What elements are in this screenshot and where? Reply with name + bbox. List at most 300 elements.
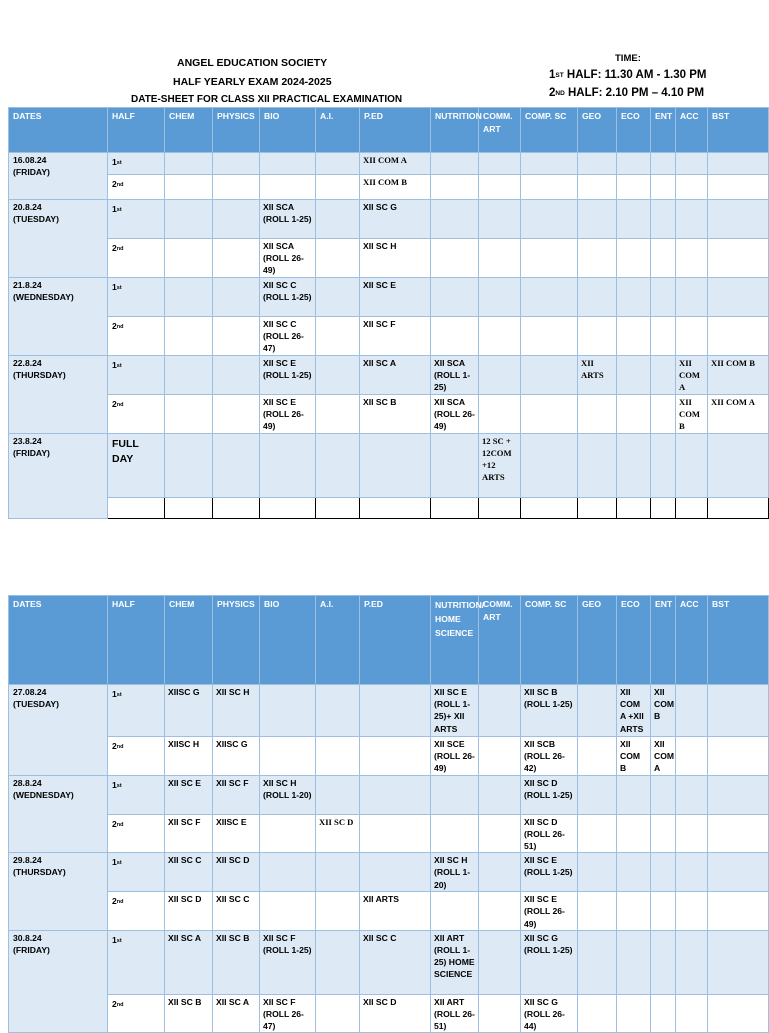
cell-geo xyxy=(578,853,617,892)
cell-comm-art xyxy=(479,394,521,433)
cell-comp-sc: XII SCB (ROLL 26-42) xyxy=(521,737,578,776)
second-half-sup: ND xyxy=(555,90,565,97)
cell-nutrition xyxy=(431,175,479,200)
half-cell xyxy=(108,355,165,394)
half-sup: st xyxy=(116,782,122,789)
cell-ent xyxy=(651,394,676,433)
cell-comp-sc xyxy=(521,433,578,497)
table-row xyxy=(9,685,769,737)
cell-ped xyxy=(360,433,431,497)
cell-geo xyxy=(578,775,617,814)
col-header-physics: PHYSICS xyxy=(213,596,260,685)
cell-physics: XII SC D xyxy=(213,853,260,892)
date-cell xyxy=(9,775,108,853)
cell-eco xyxy=(617,153,651,175)
cell-geo xyxy=(578,685,617,737)
date-cell xyxy=(9,153,108,200)
cell-physics xyxy=(213,497,260,518)
cell-ped: XII SC F xyxy=(360,316,431,355)
cell-comm-art xyxy=(479,277,521,316)
cell-acc xyxy=(676,994,708,1033)
col-header-geo: GEO xyxy=(578,596,617,685)
cell-ent xyxy=(651,930,676,994)
cell-eco xyxy=(617,853,651,892)
date-text: 29.8.24 xyxy=(13,855,42,866)
date-text: 30.8.24 xyxy=(13,932,42,943)
half-sup: st xyxy=(116,207,122,213)
cell-bio: XII SC H (ROLL 1-20) xyxy=(260,775,316,814)
cell-nutrition: XII SC H (ROLL 1-20) xyxy=(431,853,479,892)
cell-bst xyxy=(708,930,769,994)
cell-comp-sc: XII SC E (ROLL 1-25) xyxy=(521,853,578,892)
cell-ai xyxy=(316,239,360,278)
cell-acc xyxy=(676,316,708,355)
cell-ent xyxy=(651,497,676,518)
cell-nutrition xyxy=(431,153,479,175)
half-sup: nd xyxy=(116,744,124,750)
cell-geo xyxy=(578,930,617,994)
col-header-ped: P.ED xyxy=(360,596,431,685)
half-sup: st xyxy=(116,160,122,166)
half-sup: nd xyxy=(116,323,124,330)
day-text: (WEDNESDAY) xyxy=(13,291,74,302)
col-header-bio: BIO xyxy=(260,596,316,685)
half-cell xyxy=(108,200,165,239)
cell-acc xyxy=(676,277,708,316)
table-row xyxy=(9,994,769,1033)
table-row xyxy=(9,200,769,239)
cell-chem xyxy=(165,239,213,278)
cell-ent xyxy=(651,892,676,931)
half-cell xyxy=(108,930,165,994)
cell-bst xyxy=(708,153,769,175)
half-cell xyxy=(108,775,165,814)
cell-bio xyxy=(260,497,316,518)
col-header-comm-art: COMM. ART xyxy=(479,108,521,153)
date-text: 27.08.24 xyxy=(13,687,47,697)
cell-comm-art xyxy=(479,737,521,776)
cell-chem: XIISC G xyxy=(165,685,213,737)
table-row xyxy=(9,497,769,518)
date-text: 22.8.24 xyxy=(13,357,42,368)
first-half-sup: ST xyxy=(555,72,564,79)
cell-eco xyxy=(617,200,651,239)
cell-comm-art xyxy=(479,853,521,892)
cell-comp-sc xyxy=(521,239,578,278)
cell-nutrition: XII ART (ROLL 26-51) xyxy=(431,994,479,1033)
col-header-eco: ECO xyxy=(617,596,651,685)
cell-geo xyxy=(578,433,617,497)
cell-eco xyxy=(617,433,651,497)
cell-eco xyxy=(617,394,651,433)
cell-comm-art xyxy=(479,355,521,394)
half-num: 1 xyxy=(112,857,117,868)
half-num: 1 xyxy=(112,157,117,167)
cell-ent xyxy=(651,277,676,316)
cell-ped xyxy=(360,853,431,892)
cell-eco xyxy=(617,814,651,853)
half-cell xyxy=(108,994,165,1033)
cell-acc: XII COM B xyxy=(676,394,708,433)
table-row xyxy=(9,239,769,278)
cell-bio: XII SCA (ROLL 1-25) xyxy=(260,200,316,239)
cell-bio: XII SC C (ROLL 1-25) xyxy=(260,277,316,316)
cell-ai xyxy=(316,394,360,433)
cell-chem xyxy=(165,277,213,316)
second-half-text: HALF: 2.10 PM – 4.10 PM xyxy=(564,87,705,99)
date-text: 28.8.24 xyxy=(13,777,42,788)
cell-physics xyxy=(213,200,260,239)
table-row xyxy=(9,316,769,355)
cell-ent xyxy=(651,175,676,200)
cell-ai xyxy=(316,277,360,316)
cell-ai xyxy=(316,994,360,1033)
cell-ai xyxy=(316,775,360,814)
cell-comm-art xyxy=(479,930,521,994)
col-header-half: HALF xyxy=(108,108,165,153)
cell-bst xyxy=(708,497,769,518)
cell-comm-art xyxy=(479,239,521,278)
first-half-text: HALF: 11.30 AM - 1.30 PM xyxy=(563,69,707,81)
cell-eco xyxy=(617,497,651,518)
cell-ai xyxy=(316,433,360,497)
half-num: 2 xyxy=(112,243,117,253)
cell-geo xyxy=(578,497,617,518)
cell-nutrition xyxy=(431,239,479,278)
table-row xyxy=(9,153,769,175)
cell-ped: XII SC B xyxy=(360,394,431,433)
cell-nutrition: XII SC E (ROLL 1-25)+ XII ARTS xyxy=(431,685,479,737)
day-text: (TUESDAY) xyxy=(13,214,59,225)
cell-chem: XII SC C xyxy=(165,853,213,892)
cell-comm-art: 12 SC + 12COM +12 ARTS xyxy=(479,433,521,497)
cell-nutrition: XII SCA (ROLL 26-49) xyxy=(431,394,479,433)
cell-eco: XII COM B xyxy=(617,737,651,776)
cell-geo xyxy=(578,394,617,433)
cell-bst xyxy=(708,433,769,497)
cell-comm-art xyxy=(479,685,521,737)
cell-physics: XII SC B xyxy=(213,930,260,994)
cell-physics xyxy=(213,153,260,175)
date-text: 16.08.24 xyxy=(13,155,47,165)
half-sup: nd xyxy=(116,899,124,906)
cell-physics: XII SC F xyxy=(213,775,260,814)
half-num: 1 xyxy=(112,204,117,214)
half-sup: st xyxy=(116,937,122,944)
datesheet-title: DATE-SHEET FOR CLASS XII PRACTICAL EXAMINATION xyxy=(131,94,403,105)
cell-acc: XII COM A xyxy=(676,355,708,394)
date-cell xyxy=(9,433,108,518)
cell-physics xyxy=(213,239,260,278)
cell-eco xyxy=(617,775,651,814)
table-row xyxy=(9,277,769,316)
half-sup: nd xyxy=(116,1001,124,1008)
cell-nutrition xyxy=(431,277,479,316)
col-header-geo: GEO xyxy=(578,108,617,153)
half-num: 2 xyxy=(112,320,117,331)
cell-comm-art xyxy=(479,200,521,239)
cell-ped xyxy=(360,685,431,737)
table-row xyxy=(9,892,769,931)
cell-physics xyxy=(213,355,260,394)
datesheet-table-2 xyxy=(8,595,769,1033)
cell-bio xyxy=(260,814,316,853)
cell-acc xyxy=(676,737,708,776)
cell-geo xyxy=(578,814,617,853)
cell-nutrition: XII SCA (ROLL 1-25) xyxy=(431,355,479,394)
half-sup: st xyxy=(116,692,122,698)
day-text: (WEDNESDAY) xyxy=(13,789,74,800)
cell-chem xyxy=(165,175,213,200)
cell-acc xyxy=(676,775,708,814)
col-header-acc: ACC xyxy=(676,108,708,153)
cell-nutrition xyxy=(431,892,479,931)
cell-geo xyxy=(578,277,617,316)
cell-chem xyxy=(165,497,213,518)
cell-ai xyxy=(316,892,360,931)
table-header-row xyxy=(9,596,769,685)
half-num: 1 xyxy=(112,359,117,370)
cell-comm-art xyxy=(479,316,521,355)
cell-physics: XII SC C xyxy=(213,892,260,931)
half-cell xyxy=(108,239,165,278)
half-num: 1 xyxy=(112,689,117,699)
cell-nutrition: XII ART (ROLL 1-25) HOME SCIENCE xyxy=(431,930,479,994)
cell-comm-art xyxy=(479,497,521,518)
col-header-nutrition: NUTRITION xyxy=(431,108,479,153)
cell-chem xyxy=(165,316,213,355)
cell-bio: XII SC E (ROLL 1-25) xyxy=(260,355,316,394)
half-cell xyxy=(108,394,165,433)
full-day-cell: FULL DAY xyxy=(108,433,165,497)
cell-ped: XII SC E xyxy=(360,277,431,316)
cell-ai xyxy=(316,853,360,892)
half-sup: nd xyxy=(116,401,124,408)
half-sup: nd xyxy=(116,821,124,828)
cell-comp-sc: XII SC D (ROLL 1-25) xyxy=(521,775,578,814)
col-header-chem: CHEM xyxy=(165,596,213,685)
cell-physics xyxy=(213,175,260,200)
cell-bst xyxy=(708,994,769,1033)
cell-acc xyxy=(676,853,708,892)
col-header-acc: ACC xyxy=(676,596,708,685)
table-row xyxy=(9,853,769,892)
col-header-eco: ECO xyxy=(617,108,651,153)
cell-ai xyxy=(316,316,360,355)
cell-comp-sc: XII SC D (ROLL 26-51) xyxy=(521,814,578,853)
cell-ai xyxy=(316,355,360,394)
cell-comp-sc xyxy=(521,153,578,175)
half-num: 2 xyxy=(112,741,117,751)
day-text: (THURSDAY) xyxy=(13,369,66,380)
cell-chem: XIISC H xyxy=(165,737,213,776)
date-cell xyxy=(9,930,108,1033)
half-num: 2 xyxy=(112,896,117,907)
cell-bst xyxy=(708,200,769,239)
cell-chem: XII SC F xyxy=(165,814,213,853)
cell-eco: XII COM A +XII ARTS xyxy=(617,685,651,737)
cell-chem: XII SC B xyxy=(165,994,213,1033)
cell-physics: XIISC G xyxy=(213,737,260,776)
cell-bst xyxy=(708,814,769,853)
col-header-chem: CHEM xyxy=(165,108,213,153)
cell-acc xyxy=(676,497,708,518)
cell-bst xyxy=(708,685,769,737)
date-cell xyxy=(9,200,108,278)
cell-comp-sc xyxy=(521,200,578,239)
cell-comp-sc xyxy=(521,355,578,394)
cell-acc xyxy=(676,814,708,853)
cell-acc xyxy=(676,239,708,278)
date-cell xyxy=(9,355,108,433)
date-text: 20.8.24 xyxy=(13,202,42,212)
cell-ped: XII SC G xyxy=(360,200,431,239)
cell-nutrition xyxy=(431,775,479,814)
cell-ent xyxy=(651,775,676,814)
cell-ai xyxy=(316,685,360,737)
col-header-physics: PHYSICS xyxy=(213,108,260,153)
cell-ped xyxy=(360,497,431,518)
cell-bio: XII SC E (ROLL 26-49) xyxy=(260,394,316,433)
cell-bst xyxy=(708,892,769,931)
cell-ped xyxy=(360,737,431,776)
cell-comp-sc xyxy=(521,497,578,518)
day-text: (FRIDAY) xyxy=(13,447,50,458)
first-half-timing xyxy=(549,69,706,81)
half-cell xyxy=(108,892,165,931)
first-half-num: 1 xyxy=(549,69,556,81)
cell-nutrition xyxy=(431,200,479,239)
cell-chem xyxy=(165,153,213,175)
society-title: ANGEL EDUCATION SOCIETY xyxy=(177,57,328,69)
half-cell xyxy=(108,737,165,776)
cell-physics: XIISC E xyxy=(213,814,260,853)
cell-ai xyxy=(316,153,360,175)
cell-eco xyxy=(617,994,651,1033)
cell-acc xyxy=(676,175,708,200)
cell-ai xyxy=(316,175,360,200)
cell-nutrition xyxy=(431,814,479,853)
table-row xyxy=(9,775,769,814)
cell-bio xyxy=(260,153,316,175)
cell-geo xyxy=(578,239,617,278)
cell-bio xyxy=(260,433,316,497)
col-header-bio: BIO xyxy=(260,108,316,153)
day-text: (TUESDAY) xyxy=(13,699,59,710)
cell-ped: XII SC H xyxy=(360,239,431,278)
cell-bio: XII SCA (ROLL 26-49) xyxy=(260,239,316,278)
cell-geo xyxy=(578,737,617,776)
col-header-dates: DATES xyxy=(9,108,108,153)
cell-comp-sc xyxy=(521,316,578,355)
cell-bst xyxy=(708,239,769,278)
second-half-num: 2 xyxy=(549,87,556,99)
half-cell xyxy=(108,814,165,853)
cell-half xyxy=(108,497,165,518)
cell-ped xyxy=(360,775,431,814)
date-cell xyxy=(9,685,108,776)
cell-bio: XII SC F (ROLL 26-47) xyxy=(260,994,316,1033)
cell-bio xyxy=(260,853,316,892)
half-sup: nd xyxy=(116,246,124,252)
cell-bst: XII COM A xyxy=(708,394,769,433)
col-header-comp-sc: COMP. SC xyxy=(521,596,578,685)
cell-ped: XII ARTS xyxy=(360,892,431,931)
date-cell xyxy=(9,277,108,355)
half-cell xyxy=(108,853,165,892)
half-cell xyxy=(108,316,165,355)
cell-acc xyxy=(676,930,708,994)
cell-ent xyxy=(651,200,676,239)
table-row xyxy=(9,930,769,994)
cell-physics xyxy=(213,394,260,433)
half-sup: st xyxy=(116,284,122,291)
cell-ent xyxy=(651,355,676,394)
cell-chem: XII SC E xyxy=(165,775,213,814)
table-row xyxy=(9,394,769,433)
half-cell xyxy=(108,277,165,316)
cell-ped xyxy=(360,814,431,853)
cell-comp-sc: XII SC B (ROLL 1-25) xyxy=(521,685,578,737)
cell-ai xyxy=(316,930,360,994)
cell-chem xyxy=(165,355,213,394)
cell-ent xyxy=(651,239,676,278)
cell-physics xyxy=(213,433,260,497)
half-num: 1 xyxy=(112,779,117,790)
cell-chem xyxy=(165,394,213,433)
cell-eco xyxy=(617,239,651,278)
half-sup: nd xyxy=(116,182,124,188)
cell-eco xyxy=(617,930,651,994)
cell-geo xyxy=(578,200,617,239)
cell-ped: XII SC A xyxy=(360,355,431,394)
cell-comp-sc: XII SC G (ROLL 26-44) xyxy=(521,994,578,1033)
half-num: 1 xyxy=(112,281,117,292)
half-num: 2 xyxy=(112,818,117,829)
date-text: 21.8.24 xyxy=(13,279,42,290)
cell-bio: XII SC C (ROLL 26-47) xyxy=(260,316,316,355)
cell-bio: XII SC F (ROLL 1-25) xyxy=(260,930,316,994)
col-header-ent: ENT xyxy=(651,596,676,685)
cell-geo xyxy=(578,994,617,1033)
col-header-ent: ENT xyxy=(651,108,676,153)
cell-bst xyxy=(708,175,769,200)
table-row xyxy=(9,737,769,776)
cell-nutrition xyxy=(431,497,479,518)
cell-acc xyxy=(676,892,708,931)
cell-acc xyxy=(676,200,708,239)
half-sup: st xyxy=(116,362,122,369)
table-row xyxy=(9,175,769,200)
half-num: 2 xyxy=(112,398,117,409)
col-header-comp-sc: COMP. SC xyxy=(521,108,578,153)
cell-ent xyxy=(651,433,676,497)
half-num: 2 xyxy=(112,179,117,189)
cell-ent xyxy=(651,814,676,853)
half-cell xyxy=(108,153,165,175)
col-header-bst: BST xyxy=(708,596,769,685)
cell-acc xyxy=(676,685,708,737)
cell-eco xyxy=(617,175,651,200)
table-row xyxy=(9,814,769,853)
cell-ent: XII COM A xyxy=(651,737,676,776)
cell-acc xyxy=(676,433,708,497)
cell-physics xyxy=(213,316,260,355)
half-cell xyxy=(108,685,165,737)
cell-geo: XII ARTS xyxy=(578,355,617,394)
cell-ent: XII COM B xyxy=(651,685,676,737)
half-num: 2 xyxy=(112,998,117,1009)
